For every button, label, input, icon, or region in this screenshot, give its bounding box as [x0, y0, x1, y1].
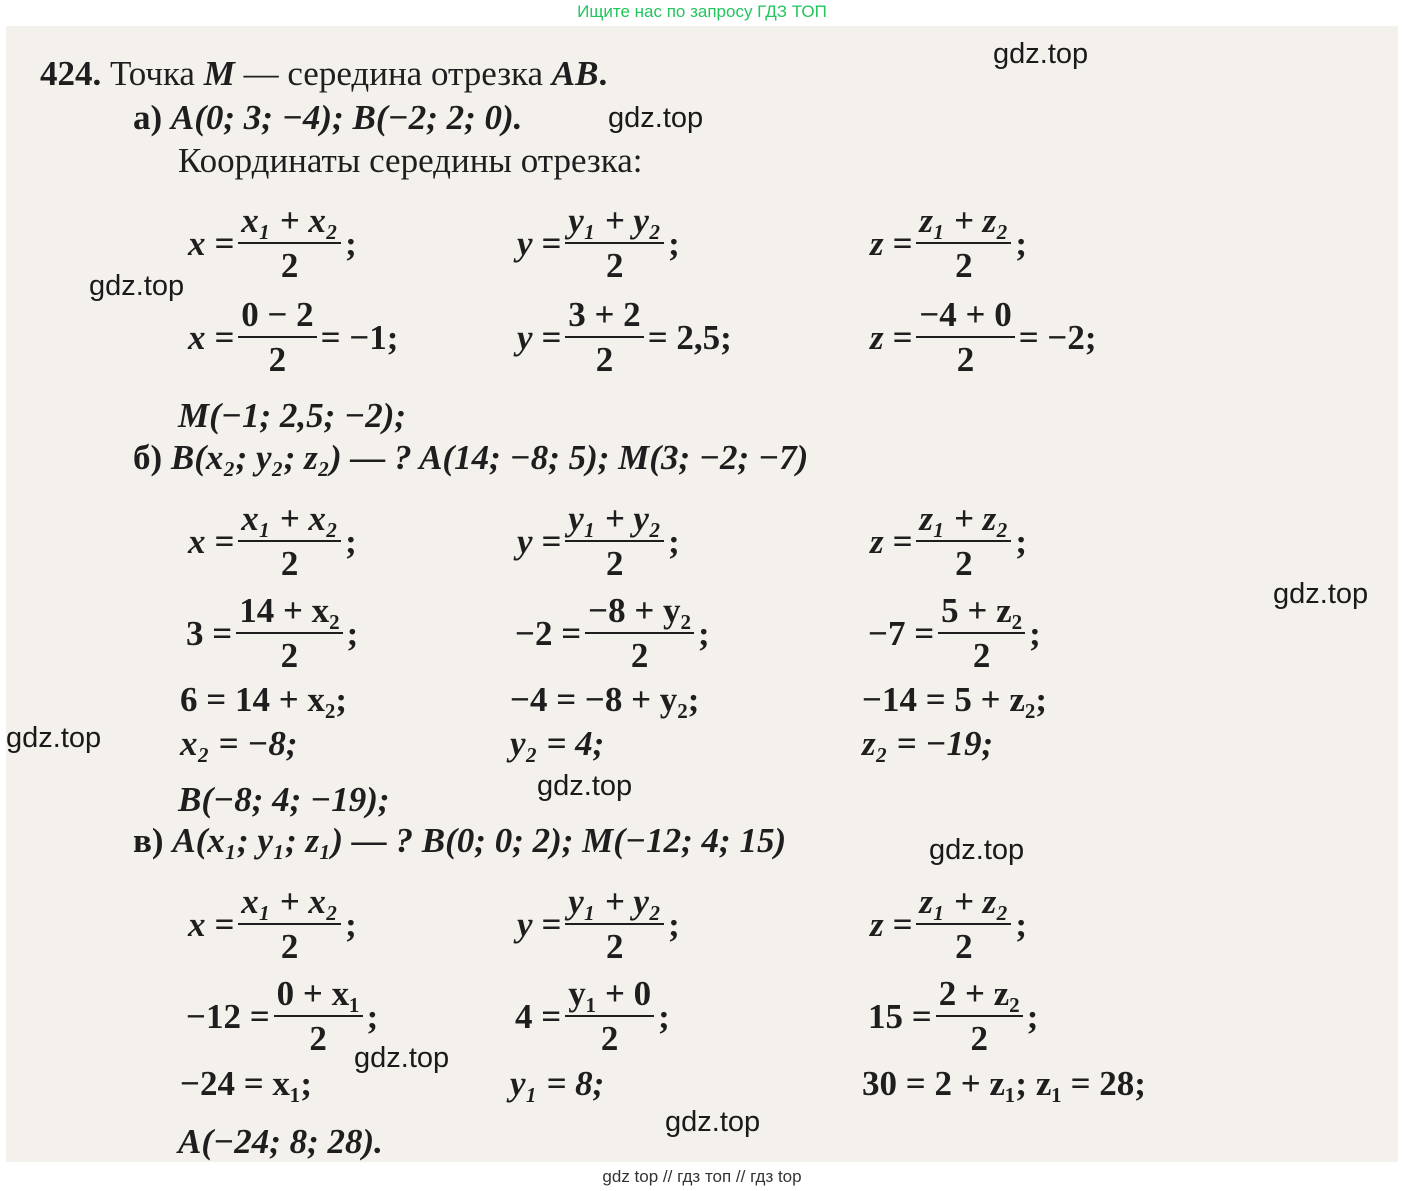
problem-statement: 424. Точка M — середина отрезка AB.: [40, 54, 608, 93]
part-b-given: б) B(x₂; y₂; z₂) — ? A(14; −8; 5); M(3; −2; −7): [133, 438, 809, 477]
subst-x: −12 = $\frac{\text{0 + x₁}}{2}$ ;: [186, 974, 379, 1058]
bottom-banner[interactable]: gdz top // гдз топ // гдз top: [602, 1167, 802, 1186]
part-a-label: а): [133, 98, 163, 137]
formula-y: y = $\frac{\text{y₁ + y₂}}{2}$ ;: [517, 499, 680, 583]
watermark: gdz.top: [537, 770, 633, 802]
eq-x: 6 = 14 + x₂;: [180, 680, 348, 719]
watermark: gdz.top: [608, 102, 704, 134]
part-c-label: в): [133, 821, 164, 860]
watermark: gdz.top: [665, 1106, 761, 1138]
calc-x: x = $\frac{0 - 2}{2}$ = −1;: [188, 295, 399, 379]
formula-y: y = $\frac{\text{y₁ + y₂}}{2}$ ;: [517, 201, 680, 285]
part-a-answer: M(−1; 2,5; −2);: [178, 396, 407, 435]
watermark: gdz.top: [89, 270, 185, 302]
part-b-answer: B(−8; 4; −19);: [178, 780, 390, 819]
part-c-given: в) A(x₁; y₁; z₁) — ? B(0; 0; 2); M(−12; 4; 15): [133, 821, 787, 860]
formula-x: x = $\frac{\text{x₁ + x₂}}{2}$ ;: [188, 201, 357, 285]
formula-z: z = $\frac{\text{z₁ + z₂}}{2}$ ;: [870, 201, 1028, 285]
watermark: gdz.top: [354, 1042, 450, 1074]
res-x: x₂ = −8;: [180, 724, 298, 763]
subst-z: 15 = $\frac{\text{2 + z₂}}{2}$ ;: [868, 974, 1039, 1058]
part-c-answer: A(−24; 8; 28).: [178, 1122, 383, 1161]
part-b-label: б): [133, 438, 163, 477]
formula-z: z = $\frac{\text{z₁ + z₂}}{2}$ ;: [870, 499, 1028, 583]
formula-x: x = $\frac{\text{x₁ + x₂}}{2}$ ;: [188, 499, 357, 583]
res-y: y₂ = 4;: [510, 724, 605, 763]
watermark: gdz.top: [993, 38, 1089, 70]
formula-y: y = $\frac{\text{y₁ + y₂}}{2}$ ;: [517, 882, 680, 966]
part-a-given: а) A(0; 3; −4); B(−2; 2; 0).: [133, 98, 523, 137]
watermark: gdz.top: [1273, 578, 1369, 610]
calc-y: y = $\frac{3 + 2}{2}$ = 2,5;: [517, 295, 732, 379]
subst-y: 4 = $\frac{\text{y₁ + 0}}{2}$ ;: [515, 974, 670, 1058]
calc-z: z = $\frac{-4 + 0}{2}$ = −2;: [870, 295, 1097, 379]
res-z: 30 = 2 + z₁; z₁ = 28;: [862, 1064, 1146, 1103]
res-y: y₁ = 8;: [510, 1064, 605, 1103]
formula-z: z = $\frac{\text{z₁ + z₂}}{2}$ ;: [870, 882, 1028, 966]
watermark: gdz.top: [929, 834, 1025, 866]
part-a-intro: Координаты середины отрезка:: [178, 141, 643, 180]
top-banner[interactable]: Ищите нас по запросу ГДЗ ТОП: [577, 2, 827, 21]
res-x: −24 = x₁;: [180, 1064, 313, 1103]
subst-y: −2 = $\frac{\text{−8 + y₂}}{2}$ ;: [515, 591, 710, 675]
eq-y: −4 = −8 + y₂;: [510, 680, 700, 719]
res-z: z₂ = −19;: [862, 724, 994, 763]
subst-x: 3 = $\frac{\text{14 + x₂}}{2}$ ;: [186, 591, 359, 675]
subst-z: −7 = $\frac{\text{5 + z₂}}{2}$ ;: [868, 591, 1041, 675]
eq-z: −14 = 5 + z₂;: [862, 680, 1048, 719]
formula-x: x = $\frac{\text{x₁ + x₂}}{2}$ ;: [188, 882, 357, 966]
watermark: gdz.top: [6, 722, 102, 754]
problem-number: 424.: [40, 54, 102, 93]
